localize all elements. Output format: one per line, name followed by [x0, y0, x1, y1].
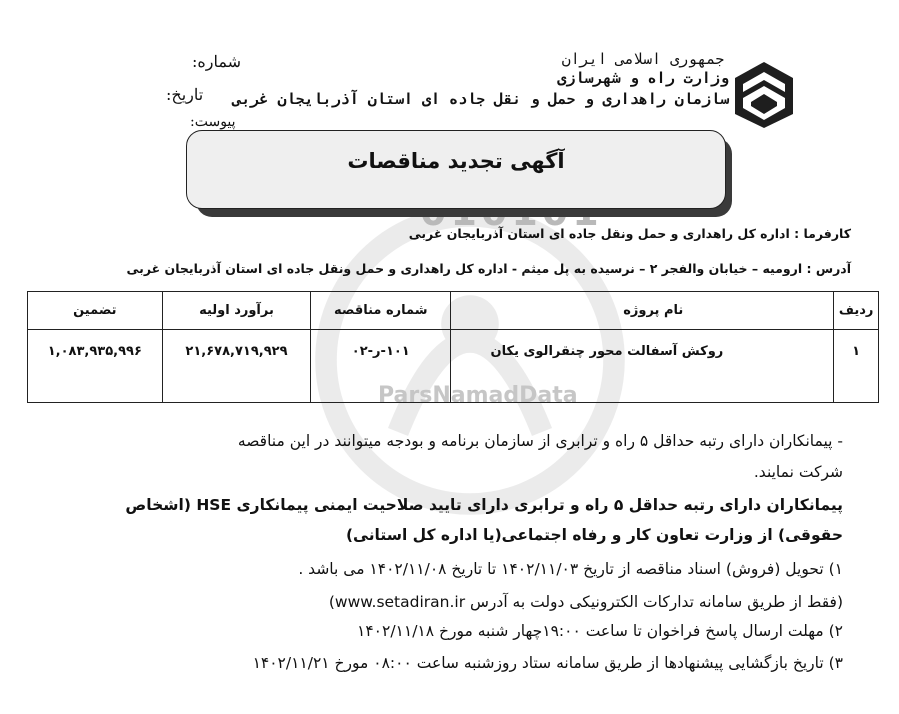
watermark-brand: ParsNamadData	[378, 383, 578, 408]
header-project-name: نام پروژه	[451, 292, 834, 330]
item-submission-deadline: ۲) مهلت ارسال پاسخ فراخوان تا ساعت ۱۹:۰۰چهار شنبه مورخ ۱۴۰۲/۱۱/۱۸	[357, 622, 843, 640]
header-row-number: ردیف	[834, 292, 879, 330]
item-document-sale: ۱) تحویل (فروش) اسناد مناقصه از تاریخ ۱۴۰۲/۱۱/۰۳ تا تاریخ ۱۴۰۲/۱۱/۰۸ می باشد .	[298, 560, 843, 578]
condition-hse-line2: حقوقی) از وزارت تعاون کار و رفاه اجتماعی(یا اداره کل استانی)	[345, 526, 843, 544]
header-initial-estimate: برآورد اولیه	[162, 292, 311, 330]
address-line: آدرس : ارومیه – خیابان والفجر ۲ – نرسیده به پل میثم - اداره کل راهداری و حمل ونقل جاده ای استان آذربایجان غربی	[126, 261, 851, 276]
condition-hse-line1: پیمانکاران دارای رتبه حداقل ۵ راه و ترابری دارای تایید صلاحیت ایمنی پیمانکاری HSE (اشخاص	[125, 496, 843, 514]
header-republic: جمهوری اسلامی ایران	[561, 50, 725, 68]
condition-grade-line2: شرکت نمایند.	[753, 463, 843, 481]
item-opening-date: ۳) تاریخ بازگشایی پیشنهادها از طریق سامانه ستاد روزشنبه ساعت ۰۸:۰۰ مورخ ۱۴۰۲/۱۱/۲۱	[252, 654, 843, 672]
cell-guarantee: ۱,۰۸۳,۹۳۵,۹۹۶	[28, 330, 163, 403]
cell-tender-number: ۱۰۱-ر-۰۲	[311, 330, 451, 403]
condition-grade-line1: - پیمانکاران دارای رتبه حداقل ۵ راه و ترابری از سازمان برنامه و بودجه میتوانند در این مناقصه	[237, 432, 843, 450]
title-box	[186, 130, 726, 209]
tender-table	[27, 291, 879, 403]
header-tender-number: شماره مناقصه	[311, 292, 451, 330]
date-label: تاریخ:	[166, 85, 204, 104]
cell-row-number: ۱	[834, 330, 879, 403]
table-row	[28, 330, 879, 403]
cell-initial-estimate: ۲۱,۶۷۸,۷۱۹,۹۲۹	[162, 330, 311, 403]
table-header-row	[28, 292, 879, 330]
header-guarantee: تضمین	[28, 292, 163, 330]
cell-project-name: روکش آسفالت محور چنقرالوی یکان	[451, 330, 834, 403]
number-label: شماره:	[192, 52, 242, 71]
employer-line: کارفرما : اداره کل راهداری و حمل ونقل جاده ای استان آذربایجان غربی	[408, 226, 851, 241]
header-ministry: وزارت راه و شهرسازی	[557, 69, 729, 87]
page-title: آگهی تجدید مناقصات	[347, 148, 565, 173]
header-organization: سازمان راهداری و حمل و نقل جاده ای استان آذربایجان غربی	[232, 90, 729, 108]
item-setad-note: (فقط از طریق سامانه تدارکات الکترونیکی دولت به آدرس www.setadiran.ir)	[328, 593, 843, 611]
attachment-label: پیوست:	[190, 114, 236, 130]
